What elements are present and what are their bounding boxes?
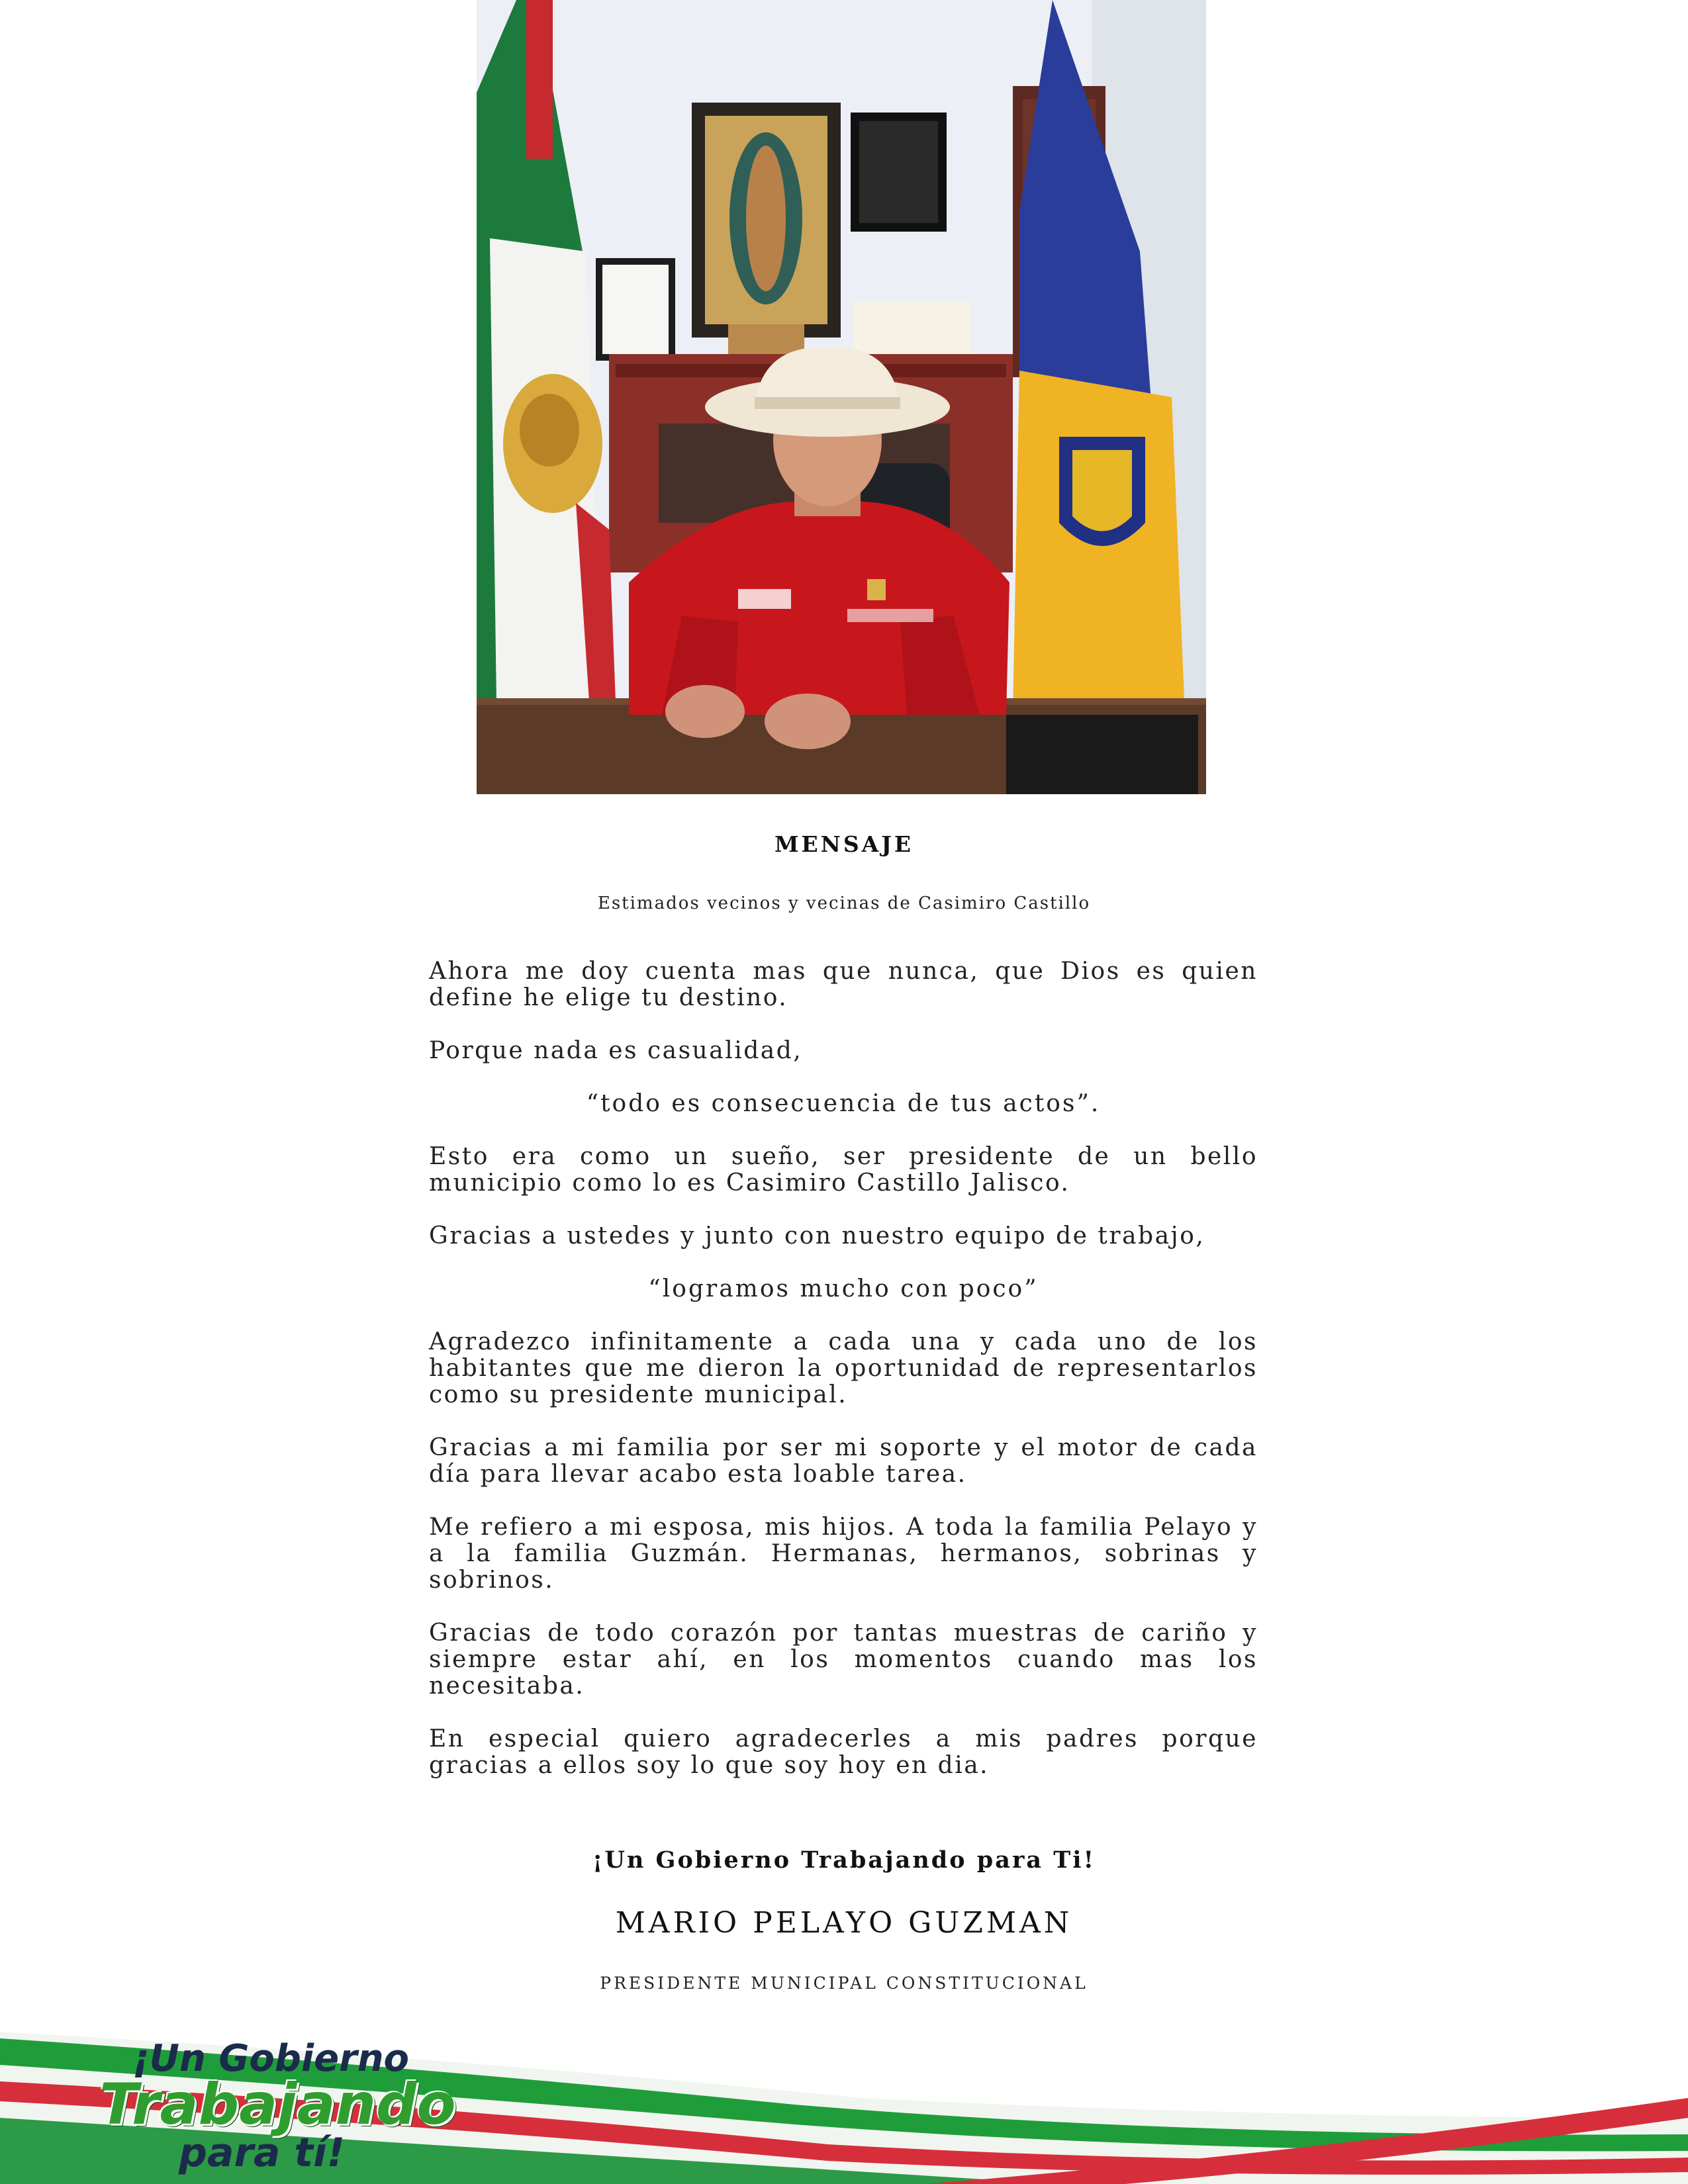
logo-line-2: Trabajando <box>99 2071 456 2138</box>
quote: “logramos mucho con poco” <box>648 1275 1039 1302</box>
quote: “todo es consecuencia de tus actos”. <box>586 1090 1101 1117</box>
letter-heading: MENSAJE <box>774 831 914 857</box>
paragraph: Ahora me doy cuenta mas que nunca, que Dios es quien define he elige tu destino. <box>429 958 1258 1011</box>
paragraph: Gracias a mi familia por ser mi soporte y el motor de cada día para llevar acabo esta loable tarea. <box>429 1434 1258 1488</box>
logo-line-1: ¡Un Gobierno <box>132 2037 410 2080</box>
paragraph: Gracias a ustedes y junto con nuestro equipo de trabajo, <box>429 1222 1205 1250</box>
paragraph: Me refiero a mi esposa, mis hijos. A toda la familia Pelayo y a la familia Guzmán. Hermanas, hermanos, sobrinas y sobrinos. <box>429 1514 1258 1594</box>
paragraph: Agradezco infinitamente a cada una y cada uno de los habitantes que me dieron la oportunidad de representarlos como su presidente municipal. <box>429 1328 1258 1408</box>
paragraph: Porque nada es casualidad, <box>429 1037 803 1064</box>
logo-line-3: para tí! <box>179 2130 346 2176</box>
letter-greeting: Estimados vecinos y vecinas de Casimiro Castillo <box>597 893 1091 913</box>
signature-role: PRESIDENTE MUNICIPAL CONSTITUCIONAL <box>600 1974 1088 1993</box>
letter-body <box>429 958 1258 1779</box>
paragraph: En especial quiero agradecerles a mis padres porque gracias a ellos soy lo que soy hoy en dia. <box>429 1725 1258 1779</box>
mayor-portrait-photo <box>477 0 1206 794</box>
closing-slogan: ¡Un Gobierno Trabajando para Ti! <box>592 1846 1096 1874</box>
paragraph: Esto era como un sueño, ser presidente de un bello municipio como lo es Casimiro Castillo Jalisco. <box>429 1143 1258 1197</box>
paragraph: Gracias de todo corazón por tantas muestras de cariño y siempre estar ahí, en los momentos cuando mas los necesitaba. <box>429 1619 1258 1700</box>
signature-name: MARIO PELAYO GUZMAN <box>615 1906 1073 1940</box>
government-slogan-logo <box>93 2037 456 2176</box>
